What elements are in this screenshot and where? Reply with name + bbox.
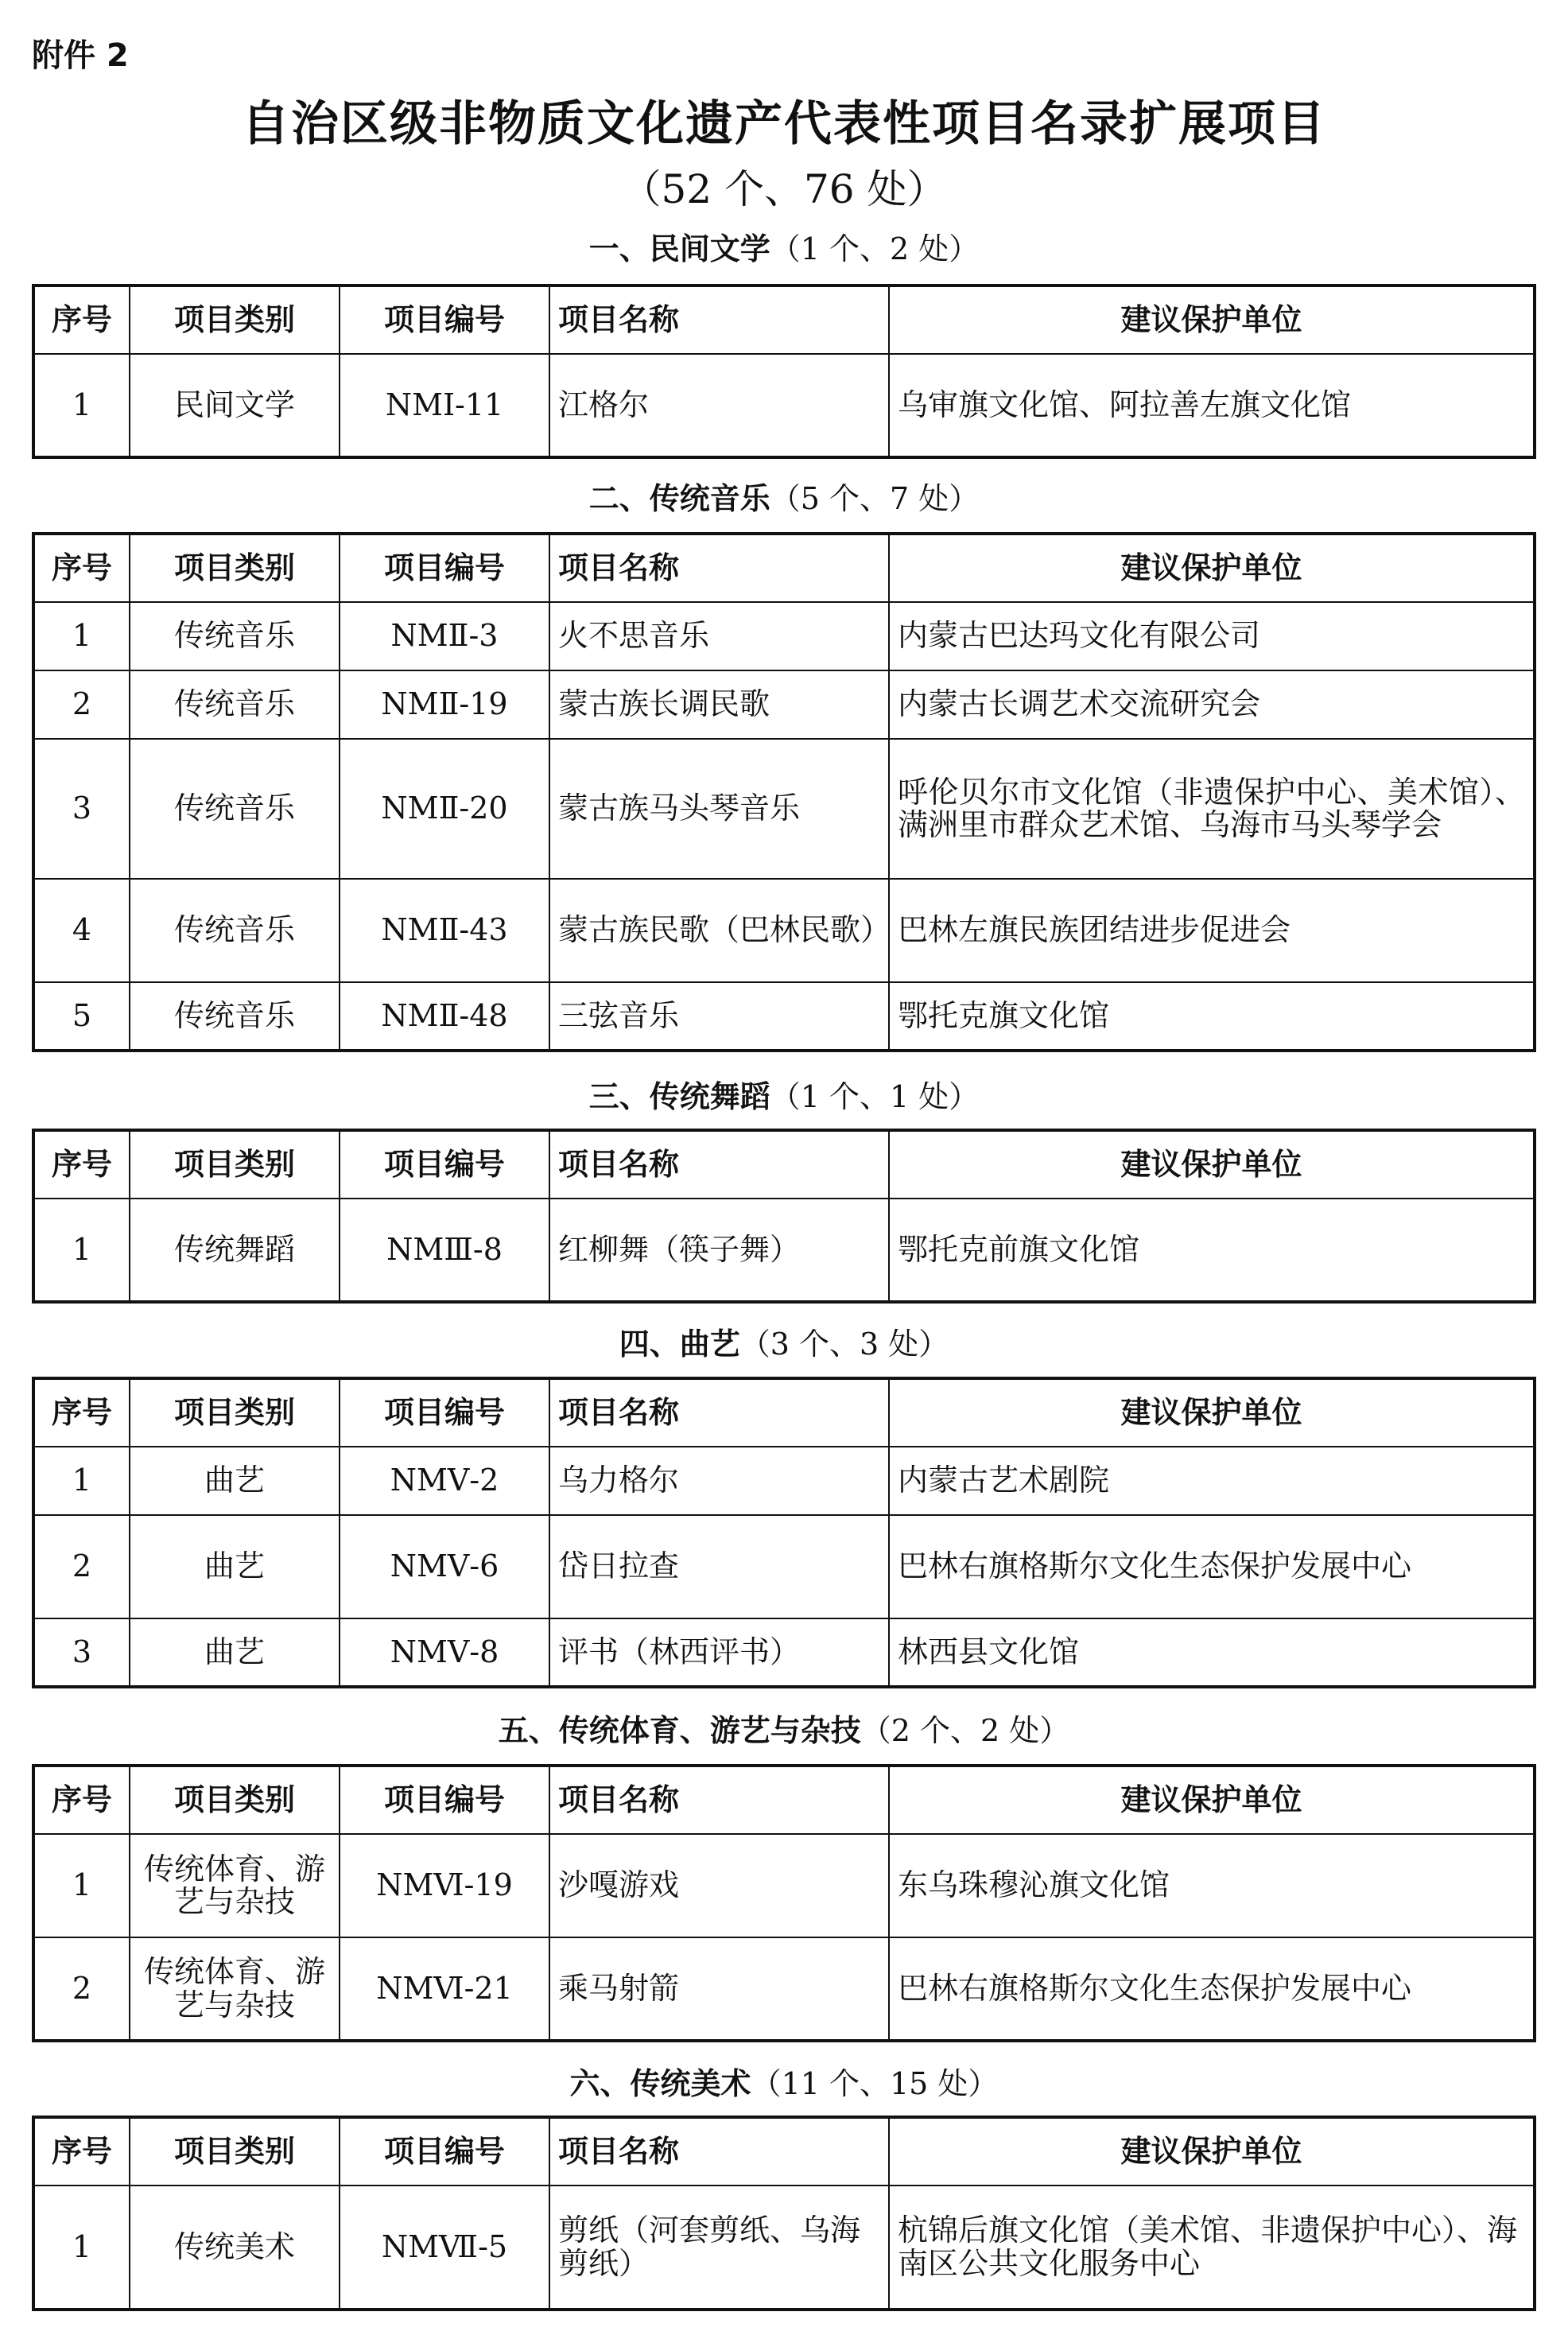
table-row <box>33 1834 1535 1937</box>
cell-name: 蒙古族马头琴音乐 <box>549 739 889 879</box>
header-seq: 序号 <box>33 2117 130 2186</box>
table-row <box>33 1618 1535 1687</box>
cell-seq: 3 <box>33 739 130 879</box>
section-count: （11 个、15 处） <box>751 2066 999 2101</box>
section-title-text: 三、传统舞蹈 <box>588 1079 770 1114</box>
section-table-2 <box>32 532 1536 1052</box>
section-title-3 <box>0 1072 1568 1116</box>
cell-category: 传统音乐 <box>130 879 340 982</box>
table-header-row <box>33 534 1535 602</box>
cell-name: 三弦音乐 <box>549 982 889 1051</box>
cell-category: 传统体育、游艺与杂技 <box>130 1834 340 1937</box>
table-row <box>33 1937 1535 2041</box>
cell-seq: 1 <box>33 354 130 457</box>
cell-name: 江格尔 <box>549 354 889 457</box>
table-header-row <box>33 286 1535 354</box>
section-title-text: 一、民间文学 <box>588 231 770 266</box>
header-code: 项目编号 <box>340 1766 549 1834</box>
cell-code: NMⅡ-19 <box>340 670 549 739</box>
attachment-label: 附件 2 <box>32 37 129 74</box>
header-unit: 建议保护单位 <box>889 286 1535 354</box>
header-unit: 建议保护单位 <box>889 2117 1535 2186</box>
cell-name: 评书（林西评书） <box>549 1618 889 1687</box>
table-row <box>33 1447 1535 1515</box>
header-code: 项目编号 <box>340 534 549 602</box>
cell-unit: 巴林右旗格斯尔文化生态保护发展中心 <box>889 1937 1535 2041</box>
cell-code: NMⅠ-11 <box>340 354 549 457</box>
section-count: （5 个、7 处） <box>770 481 980 516</box>
table-header-row <box>33 1378 1535 1447</box>
header-code: 项目编号 <box>340 286 549 354</box>
cell-category: 传统音乐 <box>130 670 340 739</box>
cell-name: 剪纸（河套剪纸、乌海剪纸） <box>549 2186 889 2310</box>
table-row <box>33 739 1535 879</box>
cell-unit: 乌审旗文化馆、阿拉善左旗文化馆 <box>889 354 1535 457</box>
cell-code: NMⅤ-2 <box>340 1447 549 1515</box>
cell-unit: 东乌珠穆沁旗文化馆 <box>889 1834 1535 1937</box>
section-title-4 <box>0 1319 1568 1363</box>
header-seq: 序号 <box>33 286 130 354</box>
cell-seq: 3 <box>33 1618 130 1687</box>
cell-unit: 内蒙古巴达玛文化有限公司 <box>889 602 1535 670</box>
header-name: 项目名称 <box>549 1378 889 1447</box>
table-row <box>33 982 1535 1051</box>
cell-category: 曲艺 <box>130 1618 340 1687</box>
cell-seq: 1 <box>33 602 130 670</box>
cell-code: NMⅦ-5 <box>340 2186 549 2310</box>
cell-unit: 杭锦后旗文化馆（美术馆、非遗保护中心）、海南区公共文化服务中心 <box>889 2186 1535 2310</box>
cell-unit: 林西县文化馆 <box>889 1618 1535 1687</box>
section-title-text: 二、传统音乐 <box>588 481 770 516</box>
header-category: 项目类别 <box>130 2117 340 2186</box>
header-category: 项目类别 <box>130 286 340 354</box>
cell-unit: 巴林左旗民族团结进步促进会 <box>889 879 1535 982</box>
header-name: 项目名称 <box>549 1766 889 1834</box>
table-row <box>33 602 1535 670</box>
cell-seq: 2 <box>33 1937 130 2041</box>
cell-code: NMⅥ-21 <box>340 1937 549 2041</box>
header-code: 项目编号 <box>340 2117 549 2186</box>
header-name: 项目名称 <box>549 534 889 602</box>
cell-code: NMⅡ-20 <box>340 739 549 879</box>
section-title-text: 六、传统美术 <box>569 2066 751 2101</box>
section-table-4 <box>32 1377 1536 1688</box>
table-row <box>33 1199 1535 1302</box>
header-category: 项目类别 <box>130 1130 340 1199</box>
section-count: （1 个、2 处） <box>770 231 980 266</box>
cell-code: NMⅥ-19 <box>340 1834 549 1937</box>
section-table-5 <box>32 1764 1536 2042</box>
header-code: 项目编号 <box>340 1130 549 1199</box>
table-row <box>33 879 1535 982</box>
cell-seq: 5 <box>33 982 130 1051</box>
cell-name: 岱日拉查 <box>549 1515 889 1618</box>
cell-seq: 2 <box>33 1515 130 1618</box>
section-title-6 <box>0 2059 1568 2103</box>
cell-category: 传统音乐 <box>130 602 340 670</box>
cell-name: 乌力格尔 <box>549 1447 889 1515</box>
cell-seq: 1 <box>33 1199 130 1302</box>
section-title-5 <box>0 1706 1568 1750</box>
section-table-6 <box>32 2116 1536 2311</box>
cell-unit: 鄂托克旗文化馆 <box>889 982 1535 1051</box>
cell-category: 民间文学 <box>130 354 340 457</box>
table-header-row <box>33 1766 1535 1834</box>
section-table-1 <box>32 284 1536 459</box>
cell-seq: 2 <box>33 670 130 739</box>
table-row <box>33 2186 1535 2310</box>
header-seq: 序号 <box>33 534 130 602</box>
cell-seq: 1 <box>33 1447 130 1515</box>
cell-category: 传统体育、游艺与杂技 <box>130 1937 340 2041</box>
cell-code: NMⅡ-48 <box>340 982 549 1051</box>
table-header-row <box>33 1130 1535 1199</box>
cell-unit: 巴林右旗格斯尔文化生态保护发展中心 <box>889 1515 1535 1618</box>
table-row <box>33 354 1535 457</box>
cell-name: 蒙古族长调民歌 <box>549 670 889 739</box>
header-name: 项目名称 <box>549 286 889 354</box>
header-code: 项目编号 <box>340 1378 549 1447</box>
header-unit: 建议保护单位 <box>889 534 1535 602</box>
page-title: 自治区级非物质文化遗产代表性项目名录扩展项目 <box>242 96 1326 152</box>
cell-seq: 1 <box>33 1834 130 1937</box>
cell-category: 传统音乐 <box>130 739 340 879</box>
table-row <box>33 670 1535 739</box>
header-name: 项目名称 <box>549 1130 889 1199</box>
header-seq: 序号 <box>33 1130 130 1199</box>
header-unit: 建议保护单位 <box>889 1378 1535 1447</box>
table-row <box>33 1515 1535 1618</box>
section-title-2 <box>0 474 1568 518</box>
cell-category: 传统舞蹈 <box>130 1199 340 1302</box>
section-count: （3 个、3 处） <box>739 1327 949 1362</box>
cell-code: NMⅤ-8 <box>340 1618 549 1687</box>
section-title-text: 四、曲艺 <box>619 1327 740 1362</box>
cell-name: 乘马射箭 <box>549 1937 889 2041</box>
cell-code: NMⅢ-8 <box>340 1199 549 1302</box>
section-title-text: 五、传统体育、游艺与杂技 <box>498 1713 861 1748</box>
table-header-row <box>33 2117 1535 2186</box>
cell-unit: 内蒙古长调艺术交流研究会 <box>889 670 1535 739</box>
header-category: 项目类别 <box>130 534 340 602</box>
header-unit: 建议保护单位 <box>889 1766 1535 1834</box>
header-category: 项目类别 <box>130 1378 340 1447</box>
section-title-1 <box>0 224 1568 268</box>
cell-seq: 4 <box>33 879 130 982</box>
cell-code: NMⅤ-6 <box>340 1515 549 1618</box>
cell-seq: 1 <box>33 2186 130 2310</box>
cell-name: 火不思音乐 <box>549 602 889 670</box>
header-name: 项目名称 <box>549 2117 889 2186</box>
header-seq: 序号 <box>33 1378 130 1447</box>
cell-category: 传统音乐 <box>130 982 340 1051</box>
cell-name: 红柳舞（筷子舞） <box>549 1199 889 1302</box>
cell-name: 沙嘎游戏 <box>549 1834 889 1937</box>
cell-unit: 鄂托克前旗文化馆 <box>889 1199 1535 1302</box>
cell-code: NMⅡ-43 <box>340 879 549 982</box>
header-category: 项目类别 <box>130 1766 340 1834</box>
cell-unit: 呼伦贝尔市文化馆（非遗保护中心、美术馆）、满洲里市群众艺术馆、乌海市马头琴学会 <box>889 739 1535 879</box>
cell-name: 蒙古族民歌（巴林民歌） <box>549 879 889 982</box>
cell-category: 曲艺 <box>130 1447 340 1515</box>
page-subtitle: （52 个、76 处） <box>621 166 947 212</box>
section-count: （2 个、2 处） <box>860 1713 1070 1748</box>
cell-code: NMⅡ-3 <box>340 602 549 670</box>
cell-unit: 内蒙古艺术剧院 <box>889 1447 1535 1515</box>
cell-category: 传统美术 <box>130 2186 340 2310</box>
section-table-3 <box>32 1129 1536 1304</box>
header-seq: 序号 <box>33 1766 130 1834</box>
cell-category: 曲艺 <box>130 1515 340 1618</box>
section-count: （1 个、1 处） <box>770 1079 980 1114</box>
header-unit: 建议保护单位 <box>889 1130 1535 1199</box>
